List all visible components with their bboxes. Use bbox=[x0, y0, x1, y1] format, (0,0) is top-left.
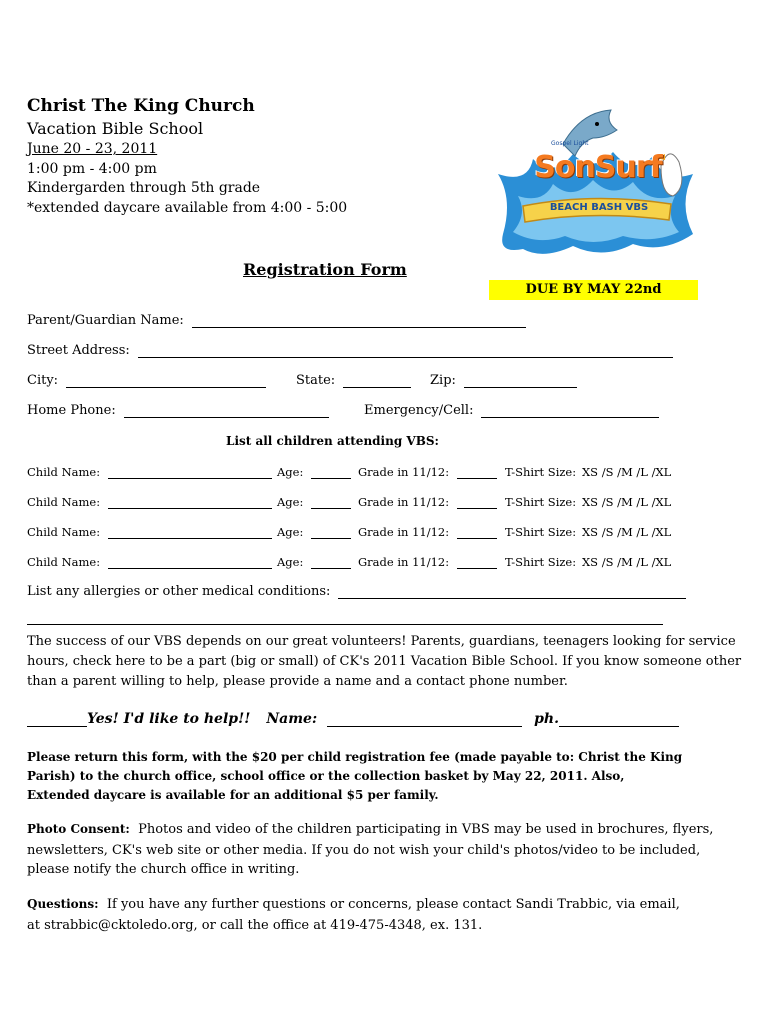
program-times: 1:00 pm - 4:00 pm bbox=[27, 161, 157, 177]
city-field[interactable] bbox=[66, 376, 266, 388]
child-row bbox=[27, 525, 727, 539]
child-name-group bbox=[27, 495, 272, 509]
age-field[interactable] bbox=[311, 497, 351, 509]
child-row bbox=[27, 555, 727, 569]
emergency-label: Emergency/Cell: bbox=[364, 403, 474, 418]
return-info-line1: Please return this form, with the $20 per child registration fee (made payable to: Christ the King bbox=[27, 750, 683, 764]
age-field[interactable] bbox=[311, 527, 351, 539]
emergency-row bbox=[364, 403, 659, 418]
grade-group bbox=[358, 465, 497, 479]
home-phone-row bbox=[27, 403, 329, 418]
street-address-field[interactable] bbox=[138, 346, 673, 358]
program-grades: Kindergarden through 5th grade bbox=[27, 180, 261, 196]
child-row bbox=[27, 465, 727, 479]
volunteer-phone-field[interactable] bbox=[559, 714, 679, 727]
due-date-banner: DUE BY MAY 22nd bbox=[489, 280, 698, 300]
child-name-field[interactable] bbox=[108, 557, 272, 569]
street-row bbox=[27, 343, 673, 358]
return-info-line3: Extended daycare is available for an additional $5 per family. bbox=[27, 788, 439, 802]
child-name-field[interactable] bbox=[108, 497, 272, 509]
state-label: State: bbox=[296, 373, 336, 388]
volunteer-name-field[interactable] bbox=[327, 714, 522, 727]
volunteer-phone-label: ph. bbox=[534, 711, 559, 727]
photo-consent-text1: Photos and video of the children participating in VBS may be used in brochures, flyers, bbox=[138, 822, 714, 837]
volunteer-signup-row bbox=[27, 711, 679, 727]
allergies-row bbox=[27, 584, 686, 599]
age-field[interactable] bbox=[311, 557, 351, 569]
volunteer-text-line1: The success of our VBS depends on our great volunteers! Parents, guardians, teenagers looking for service bbox=[27, 634, 736, 649]
parent-name-field[interactable] bbox=[192, 316, 526, 328]
age-label: Age: bbox=[277, 465, 304, 479]
child-name-group bbox=[27, 465, 272, 479]
city-row bbox=[27, 373, 266, 388]
daycare-note: *extended daycare available from 4:00 - 5:00 bbox=[27, 200, 348, 216]
grade-group bbox=[358, 555, 497, 569]
grade-field[interactable] bbox=[457, 527, 497, 539]
grade-label: Grade in 11/12: bbox=[358, 495, 450, 509]
zip-row bbox=[430, 373, 577, 388]
state-field[interactable] bbox=[343, 376, 411, 388]
allergies-label: List any allergies or other medical conditions: bbox=[27, 584, 331, 599]
zip-field[interactable] bbox=[464, 376, 577, 388]
tshirt-size-label: T-Shirt Size: bbox=[505, 555, 577, 569]
tshirt-size-options[interactable]: XS /S /M /L /XL bbox=[582, 465, 672, 479]
child-name-field[interactable] bbox=[108, 467, 272, 479]
child-name-label: Child Name: bbox=[27, 555, 101, 569]
age-group bbox=[277, 525, 351, 539]
emergency-phone-field[interactable] bbox=[481, 406, 659, 418]
children-heading: List all children attending VBS: bbox=[226, 434, 439, 448]
age-group bbox=[277, 465, 351, 479]
allergies-field-line2[interactable] bbox=[27, 624, 663, 625]
dolphin-eye bbox=[595, 122, 599, 126]
questions-line2: at strabbic@cktoledo.org, or call the office at 419-475-4348, ex. 131. bbox=[27, 918, 483, 933]
age-label: Age: bbox=[277, 495, 304, 509]
photo-consent-line2: newsletters, CK's web site or other media. If you do not wish your child's photos/video to be included, bbox=[27, 843, 701, 858]
tshirt-size-label: T-Shirt Size: bbox=[505, 525, 577, 539]
form-title: Registration Form bbox=[243, 260, 407, 279]
child-name-group bbox=[27, 525, 272, 539]
grade-label: Grade in 11/12: bbox=[358, 465, 450, 479]
tshirt-size-label: T-Shirt Size: bbox=[505, 495, 577, 509]
volunteer-text-line2: hours, check here to be a part (big or small) of CK's 2011 Vacation Bible School. If you know someone other bbox=[27, 654, 742, 669]
age-field[interactable] bbox=[311, 467, 351, 479]
volunteer-name-label: Name: bbox=[266, 711, 318, 727]
photo-consent-line1 bbox=[27, 822, 713, 837]
program-dates: June 20 - 23, 2011 bbox=[27, 141, 158, 157]
home-phone-field[interactable] bbox=[124, 406, 329, 418]
grade-field[interactable] bbox=[457, 467, 497, 479]
child-name-group bbox=[27, 555, 272, 569]
grade-field[interactable] bbox=[457, 557, 497, 569]
grade-group bbox=[358, 495, 497, 509]
age-label: Age: bbox=[277, 555, 304, 569]
age-group bbox=[277, 555, 351, 569]
tshirt-size-label: T-Shirt Size: bbox=[505, 465, 577, 479]
grade-field[interactable] bbox=[457, 497, 497, 509]
logo-publisher: Gospel Light bbox=[551, 140, 589, 147]
volunteer-checkbox-line[interactable] bbox=[27, 714, 87, 727]
sonsurf-logo bbox=[493, 104, 699, 260]
child-name-field[interactable] bbox=[108, 527, 272, 539]
tshirt-size-options[interactable]: XS /S /M /L /XL bbox=[582, 525, 672, 539]
child-name-label: Child Name: bbox=[27, 495, 101, 509]
zip-label: Zip: bbox=[430, 373, 456, 388]
logo-title: SonSurf bbox=[534, 150, 662, 185]
grade-label: Grade in 11/12: bbox=[358, 555, 450, 569]
church-name: Christ The King Church bbox=[27, 96, 255, 116]
child-name-label: Child Name: bbox=[27, 525, 101, 539]
grade-label: Grade in 11/12: bbox=[358, 525, 450, 539]
allergies-field[interactable] bbox=[338, 587, 686, 599]
age-label: Age: bbox=[277, 525, 304, 539]
photo-consent-label: Photo Consent: bbox=[27, 822, 130, 836]
questions-text1: If you have any further questions or concerns, please contact Sandi Trabbic, via email, bbox=[106, 897, 680, 912]
child-row bbox=[27, 495, 727, 509]
questions-line1 bbox=[27, 897, 680, 912]
photo-consent-line3: please notify the church office in writing. bbox=[27, 862, 300, 877]
parent-row bbox=[27, 313, 526, 328]
state-row bbox=[296, 373, 411, 388]
home-phone-label: Home Phone: bbox=[27, 403, 116, 418]
logo-subtitle: BEACH BASH VBS bbox=[549, 202, 649, 213]
grade-group bbox=[358, 525, 497, 539]
program-name: Vacation Bible School bbox=[27, 119, 204, 138]
tshirt-size-options[interactable]: XS /S /M /L /XL bbox=[582, 495, 672, 509]
city-label: City: bbox=[27, 373, 59, 388]
questions-label: Questions: bbox=[27, 897, 99, 911]
tshirt-size-options[interactable]: XS /S /M /L /XL bbox=[582, 555, 672, 569]
volunteer-text-line3: than a parent willing to help, please provide a name and a contact phone number. bbox=[27, 674, 568, 689]
child-name-label: Child Name: bbox=[27, 465, 101, 479]
parent-label: Parent/Guardian Name: bbox=[27, 313, 184, 328]
street-label: Street Address: bbox=[27, 343, 130, 358]
return-info-line2: Parish) to the church office, school office or the collection basket by May 22, 2011. Also, bbox=[27, 769, 625, 783]
age-group bbox=[277, 495, 351, 509]
volunteer-yes-label: Yes! I'd like to help!! bbox=[87, 711, 251, 727]
